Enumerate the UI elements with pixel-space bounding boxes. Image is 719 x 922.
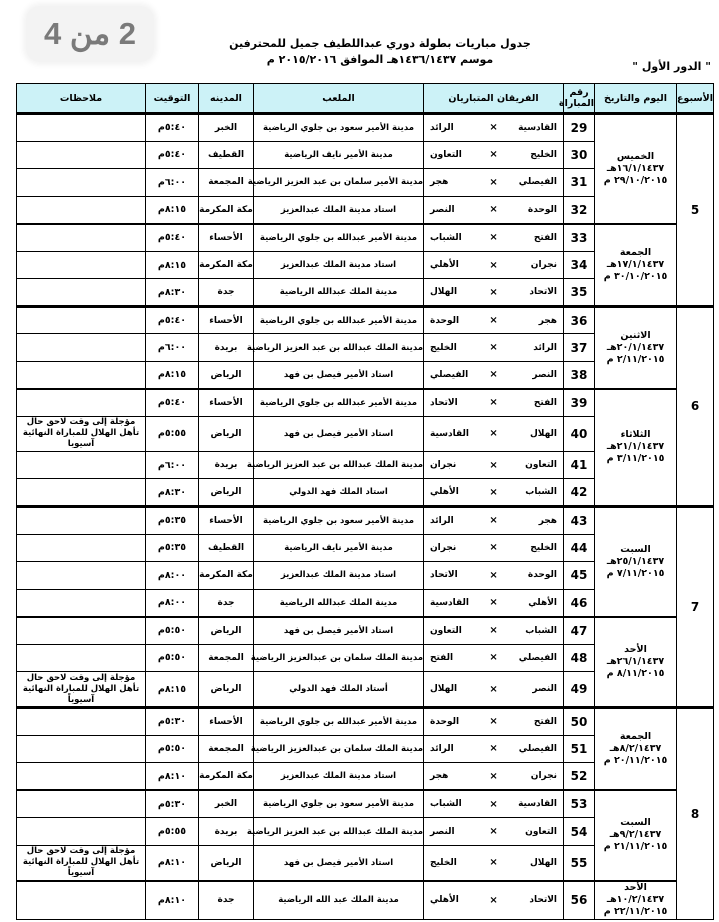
match-number: 30 <box>564 141 595 169</box>
week-number: 5 <box>677 114 714 307</box>
away-team: الهلال <box>424 279 486 307</box>
kickoff-time: ٥:٤٠م <box>146 389 199 417</box>
match-number: 43 <box>564 506 595 534</box>
table-row <box>17 389 714 417</box>
stadium-name: مدينة الأمير سعود بن جلوي الرياضية <box>254 506 424 534</box>
stadium-name: استاد مدينة الملك عبدالعزيز <box>254 763 424 791</box>
match-number: 50 <box>564 708 595 736</box>
city-name: الأحساء <box>199 389 254 417</box>
city-name: الرياض <box>199 617 254 645</box>
kickoff-time: ٥:٤٠م <box>146 224 199 252</box>
match-notes <box>17 708 146 736</box>
kickoff-time: ٨:١٠م <box>146 881 199 920</box>
versus-separator: × <box>486 361 502 389</box>
match-notes <box>17 881 146 920</box>
match-notes: مؤجلة إلى وقت لاحق حال تأهل الهلال للمباراة النهائية آسيوياً <box>17 672 146 708</box>
city-name: مكة المكرمة <box>199 251 254 279</box>
home-team: الاتحاد <box>502 279 564 307</box>
match-number: 40 <box>564 417 595 452</box>
kickoff-time: ٨:١٥م <box>146 672 199 708</box>
kickoff-time: ٥:٣٥م <box>146 506 199 534</box>
home-team: هجر <box>502 506 564 534</box>
city-name: الرياض <box>199 479 254 507</box>
match-number: 32 <box>564 196 595 224</box>
week-number: 8 <box>677 708 714 920</box>
away-team: هجر <box>424 169 486 197</box>
city-name: بريدة <box>199 451 254 479</box>
city-name: بريدة <box>199 818 254 846</box>
versus-separator: × <box>486 279 502 307</box>
match-number: 36 <box>564 306 595 334</box>
city-name: المجمعة <box>199 169 254 197</box>
home-team: نجران <box>502 763 564 791</box>
home-team: الفيصلي <box>502 735 564 763</box>
home-team: الخليج <box>502 534 564 562</box>
stadium-name: مدينة الملك عبدالله بن عبد العزيز الرياضية <box>254 818 424 846</box>
stadium-name: مدينة الملك عبدالله بن عبد العزيز الرياضية <box>254 451 424 479</box>
home-team: الاتحاد <box>502 881 564 920</box>
versus-separator: × <box>486 790 502 818</box>
stadium-name: مدينة الأمير سعود بن جلوي الرياضية <box>254 114 424 142</box>
match-number: 56 <box>564 881 595 920</box>
home-team: النصر <box>502 672 564 708</box>
header-match-no: رقم المباراة <box>564 84 595 114</box>
match-day-date: الأحد ١٠/٢/١٤٣٧هـ ٢٢/١١/٢٠١٥ م <box>595 881 677 920</box>
kickoff-time: ٦:٠٠م <box>146 451 199 479</box>
schedule-body <box>17 114 714 920</box>
match-number: 45 <box>564 562 595 590</box>
home-team: الهلال <box>502 845 564 880</box>
match-notes <box>17 451 146 479</box>
header-week: الأسبوع <box>677 84 714 114</box>
match-number: 52 <box>564 763 595 791</box>
city-name: القطيف <box>199 534 254 562</box>
away-team: النصر <box>424 196 486 224</box>
home-team: الفتح <box>502 224 564 252</box>
city-name: الأحساء <box>199 708 254 736</box>
match-number: 35 <box>564 279 595 307</box>
city-name: الأحساء <box>199 306 254 334</box>
home-team: الشباب <box>502 479 564 507</box>
table-row <box>17 708 714 736</box>
match-notes <box>17 644 146 672</box>
match-notes <box>17 763 146 791</box>
stadium-name: استاد مدينة الملك عبدالعزيز <box>254 562 424 590</box>
season-subtitle: موسم ١٤٣٦/١٤٣٧هـ الموافق ٢٠١٥/٢٠١٦ م <box>266 53 494 66</box>
match-number: 53 <box>564 790 595 818</box>
versus-separator: × <box>486 617 502 645</box>
home-team: الفيصلي <box>502 644 564 672</box>
week-number: 6 <box>677 306 714 506</box>
table-row <box>17 224 714 252</box>
week-number: 7 <box>677 506 714 707</box>
match-day-date: السبت ٩/٢/١٤٣٧هـ ٢١/١١/٢٠١٥ م <box>595 790 677 880</box>
city-name: جدة <box>199 881 254 920</box>
table-row <box>17 506 714 534</box>
city-name: مكة المكرمة <box>199 196 254 224</box>
stadium-name: أستاد الملك فهد الدولي <box>254 672 424 708</box>
match-notes <box>17 617 146 645</box>
match-day-date: الخميس ١٦/١/١٤٣٧هـ ٢٩/١٠/٢٠١٥ م <box>595 114 677 224</box>
stadium-name: استاد مدينة الملك عبدالعزيز <box>254 196 424 224</box>
home-team: الهلال <box>502 417 564 452</box>
city-name: الرياض <box>199 417 254 452</box>
away-team: الخليج <box>424 334 486 362</box>
match-notes <box>17 361 146 389</box>
match-number: 37 <box>564 334 595 362</box>
kickoff-time: ٥:٥٥م <box>146 417 199 452</box>
away-team: الخليج <box>424 845 486 880</box>
away-team: القادسية <box>424 417 486 452</box>
home-team: الفتح <box>502 708 564 736</box>
away-team: القادسية <box>424 589 486 617</box>
home-team: الوحدة <box>502 562 564 590</box>
away-team: الوحدة <box>424 306 486 334</box>
home-team: الشباب <box>502 617 564 645</box>
away-team: الرائد <box>424 114 486 142</box>
versus-separator: × <box>486 818 502 846</box>
stadium-name: مدينة الملك سلمان بن عبدالعزيز الرياضية <box>254 735 424 763</box>
city-name: الرياض <box>199 361 254 389</box>
city-name: الرياض <box>199 845 254 880</box>
city-name: مكة المكرمة <box>199 562 254 590</box>
away-team: الاتحاد <box>424 562 486 590</box>
stadium-name: مدينة الأمير عبدالله بن جلوي الرياضية <box>254 306 424 334</box>
match-notes <box>17 534 146 562</box>
away-team: نجران <box>424 534 486 562</box>
kickoff-time: ٥:٥٠م <box>146 735 199 763</box>
away-team: الأهلي <box>424 479 486 507</box>
page-number-badge: 2 من 4 <box>26 6 154 62</box>
match-number: 47 <box>564 617 595 645</box>
match-notes <box>17 790 146 818</box>
match-notes <box>17 141 146 169</box>
round-label: " الدور الأول " <box>632 60 711 73</box>
match-number: 46 <box>564 589 595 617</box>
match-day-date: السبت ٢٥/١/١٤٣٧هـ ٧/١١/٢٠١٥ م <box>595 506 677 616</box>
city-name: المجمعة <box>199 644 254 672</box>
match-day-date: الاثنين ٢٠/١/١٤٣٧هـ ٢/١١/٢٠١٥ م <box>595 306 677 389</box>
kickoff-time: ٦:٠٠م <box>146 169 199 197</box>
away-team: النصر <box>424 818 486 846</box>
versus-separator: × <box>486 169 502 197</box>
match-number: 38 <box>564 361 595 389</box>
home-team: التعاون <box>502 451 564 479</box>
kickoff-time: ٥:٣٠م <box>146 708 199 736</box>
versus-separator: × <box>486 506 502 534</box>
match-notes <box>17 562 146 590</box>
versus-separator: × <box>486 562 502 590</box>
versus-separator: × <box>486 389 502 417</box>
city-name: جدة <box>199 589 254 617</box>
match-notes <box>17 506 146 534</box>
versus-separator: × <box>486 417 502 452</box>
table-header-row <box>17 84 714 114</box>
schedule-title: جدول مباريات بطولة دوري عبداللطيف جميل للمحترفين <box>229 37 531 50</box>
versus-separator: × <box>486 735 502 763</box>
match-day-date: الثلاثاء ٢١/١/١٤٣٧هـ ٣/١١/٢٠١٥ م <box>595 389 677 506</box>
match-number: 41 <box>564 451 595 479</box>
stadium-name: مدينة الأمير عبدالله بن جلوي الرياضية <box>254 389 424 417</box>
away-team: التعاون <box>424 617 486 645</box>
match-number: 55 <box>564 845 595 880</box>
match-notes <box>17 224 146 252</box>
header-time: التوقيت <box>146 84 199 114</box>
match-day-date: الجمعة ٨/٢/١٤٣٧هـ ٢٠/١١/٢٠١٥ م <box>595 708 677 791</box>
versus-separator: × <box>486 224 502 252</box>
versus-separator: × <box>486 114 502 142</box>
kickoff-time: ٨:٠٠م <box>146 562 199 590</box>
away-team: الاتحاد <box>424 389 486 417</box>
home-team: هجر <box>502 306 564 334</box>
versus-separator: × <box>486 845 502 880</box>
table-row <box>17 617 714 645</box>
kickoff-time: ٥:٥٠م <box>146 644 199 672</box>
versus-separator: × <box>486 708 502 736</box>
stadium-name: مدينة الملك سلمان بن عبدالعزيز الرياضية <box>254 644 424 672</box>
match-number: 49 <box>564 672 595 708</box>
kickoff-time: ٥:٤٠م <box>146 141 199 169</box>
stadium-name: استاد الأمير فيصل بن فهد <box>254 417 424 452</box>
away-team: الشباب <box>424 790 486 818</box>
match-notes <box>17 114 146 142</box>
home-team: الفتح <box>502 389 564 417</box>
home-team: القادسية <box>502 790 564 818</box>
home-team: الرائد <box>502 334 564 362</box>
city-name: القطيف <box>199 141 254 169</box>
stadium-name: مدينة الأمير سعود بن جلوي الرياضية <box>254 790 424 818</box>
away-team: الرائد <box>424 506 486 534</box>
match-notes <box>17 735 146 763</box>
versus-separator: × <box>486 534 502 562</box>
stadium-name: مدينة الملك عبدالله الرياضية <box>254 589 424 617</box>
versus-separator: × <box>486 141 502 169</box>
versus-separator: × <box>486 479 502 507</box>
city-name: المجمعة <box>199 735 254 763</box>
stadium-name: استاد الأمير فيصل بن فهد <box>254 361 424 389</box>
match-notes <box>17 479 146 507</box>
kickoff-time: ٨:١٠م <box>146 845 199 880</box>
match-number: 34 <box>564 251 595 279</box>
city-name: الأحساء <box>199 506 254 534</box>
home-team: القادسية <box>502 114 564 142</box>
table-row <box>17 881 714 920</box>
match-notes: مؤجلة إلى وقت لاحق حال تأهل الهلال للمباراة النهائية آسيويا <box>17 417 146 452</box>
match-number: 33 <box>564 224 595 252</box>
away-team: الفيصلي <box>424 361 486 389</box>
versus-separator: × <box>486 881 502 920</box>
versus-separator: × <box>486 644 502 672</box>
header-stadium: الملعب <box>254 84 424 114</box>
kickoff-time: ٨:٠٠م <box>146 589 199 617</box>
versus-separator: × <box>486 589 502 617</box>
stadium-name: استاد الملك فهد الدولي <box>254 479 424 507</box>
header-day-date: اليوم والتاريخ <box>595 84 677 114</box>
away-team: الأهلي <box>424 251 486 279</box>
city-name: الخبر <box>199 790 254 818</box>
stadium-name: مدينة الأمير نايف الرياضية <box>254 141 424 169</box>
stadium-name: استاد الأمير فيصل بن فهد <box>254 617 424 645</box>
away-team: الرائد <box>424 735 486 763</box>
away-team: الهلال <box>424 672 486 708</box>
kickoff-time: ٥:٤٠م <box>146 306 199 334</box>
match-number: 39 <box>564 389 595 417</box>
away-team: الشباب <box>424 224 486 252</box>
kickoff-time: ٨:١٥م <box>146 251 199 279</box>
table-row <box>17 790 714 818</box>
kickoff-time: ٨:٣٠م <box>146 279 199 307</box>
match-number: 54 <box>564 818 595 846</box>
home-team: الفيصلي <box>502 169 564 197</box>
kickoff-time: ٥:٤٠م <box>146 114 199 142</box>
away-team: التعاون <box>424 141 486 169</box>
city-name: الخبر <box>199 114 254 142</box>
home-team: نجران <box>502 251 564 279</box>
match-number: 29 <box>564 114 595 142</box>
versus-separator: × <box>486 306 502 334</box>
kickoff-time: ٨:١٥م <box>146 196 199 224</box>
header-notes: ملاحظات <box>17 84 146 114</box>
match-day-date: الجمعة ١٧/١/١٤٣٧هـ ٣٠/١٠/٢٠١٥ م <box>595 224 677 307</box>
versus-separator: × <box>486 763 502 791</box>
match-number: 48 <box>564 644 595 672</box>
home-team: الخليج <box>502 141 564 169</box>
kickoff-time: ٨:٣٠م <box>146 479 199 507</box>
match-number: 42 <box>564 479 595 507</box>
versus-separator: × <box>486 334 502 362</box>
stadium-name: مدينة الأمير عبدالله بن جلوي الرياضية <box>254 708 424 736</box>
city-name: الأحساء <box>199 224 254 252</box>
match-notes <box>17 251 146 279</box>
table-row <box>17 114 714 142</box>
versus-separator: × <box>486 672 502 708</box>
home-team: الأهلي <box>502 589 564 617</box>
match-notes <box>17 389 146 417</box>
header-city: المدينه <box>199 84 254 114</box>
kickoff-time: ٨:١٠م <box>146 763 199 791</box>
away-team: الفتح <box>424 644 486 672</box>
stadium-name: مدينة الملك عبدالله الرياضية <box>254 279 424 307</box>
kickoff-time: ٥:٣٠م <box>146 790 199 818</box>
match-notes <box>17 334 146 362</box>
match-number: 44 <box>564 534 595 562</box>
match-notes <box>17 169 146 197</box>
kickoff-time: ٥:٣٥م <box>146 534 199 562</box>
match-notes <box>17 279 146 307</box>
home-team: النصر <box>502 361 564 389</box>
city-name: الرياض <box>199 672 254 708</box>
stadium-name: استاد مدينة الملك عبدالعزيز <box>254 251 424 279</box>
match-day-date: الأحد ٢٦/١/١٤٣٧هـ ٨/١١/٢٠١٥ م <box>595 617 677 708</box>
home-team: التعاون <box>502 818 564 846</box>
table-row <box>17 306 714 334</box>
stadium-name: مدينة الأمير نايف الرياضية <box>254 534 424 562</box>
kickoff-time: ٥:٥٥م <box>146 818 199 846</box>
away-team: نجران <box>424 451 486 479</box>
versus-separator: × <box>486 251 502 279</box>
match-notes <box>17 306 146 334</box>
kickoff-time: ٥:٥٠م <box>146 617 199 645</box>
kickoff-time: ٦:٠٠م <box>146 334 199 362</box>
away-team: هجر <box>424 763 486 791</box>
kickoff-time: ٨:١٥م <box>146 361 199 389</box>
stadium-name: مدينة الأمير عبدالله بن جلوي الرياضية <box>254 224 424 252</box>
away-team: الأهلي <box>424 881 486 920</box>
stadium-name: مدينة الملك عبد الله الرياضية <box>254 881 424 920</box>
stadium-name: استاد الأمير فيصل بن فهد <box>254 845 424 880</box>
away-team: الوحدة <box>424 708 486 736</box>
match-notes <box>17 589 146 617</box>
match-notes <box>17 818 146 846</box>
header-teams: الفريقان المتباريان <box>424 84 564 114</box>
city-name: جدة <box>199 279 254 307</box>
stadium-name: مدينة الأمير سلمان بن عبد العزيز الرياضية <box>254 169 424 197</box>
city-name: مكة المكرمة <box>199 763 254 791</box>
match-schedule-table <box>16 83 714 920</box>
city-name: بريدة <box>199 334 254 362</box>
match-number: 51 <box>564 735 595 763</box>
home-team: الوحدة <box>502 196 564 224</box>
match-number: 31 <box>564 169 595 197</box>
match-notes: مؤجلة إلى وقت لاحق حال تأهل الهلال للمباراة النهائية آسيوياً <box>17 845 146 880</box>
versus-separator: × <box>486 451 502 479</box>
stadium-name: مدينة الملك عبدالله بن عبد العزيز الرياضية <box>254 334 424 362</box>
versus-separator: × <box>486 196 502 224</box>
match-notes <box>17 196 146 224</box>
